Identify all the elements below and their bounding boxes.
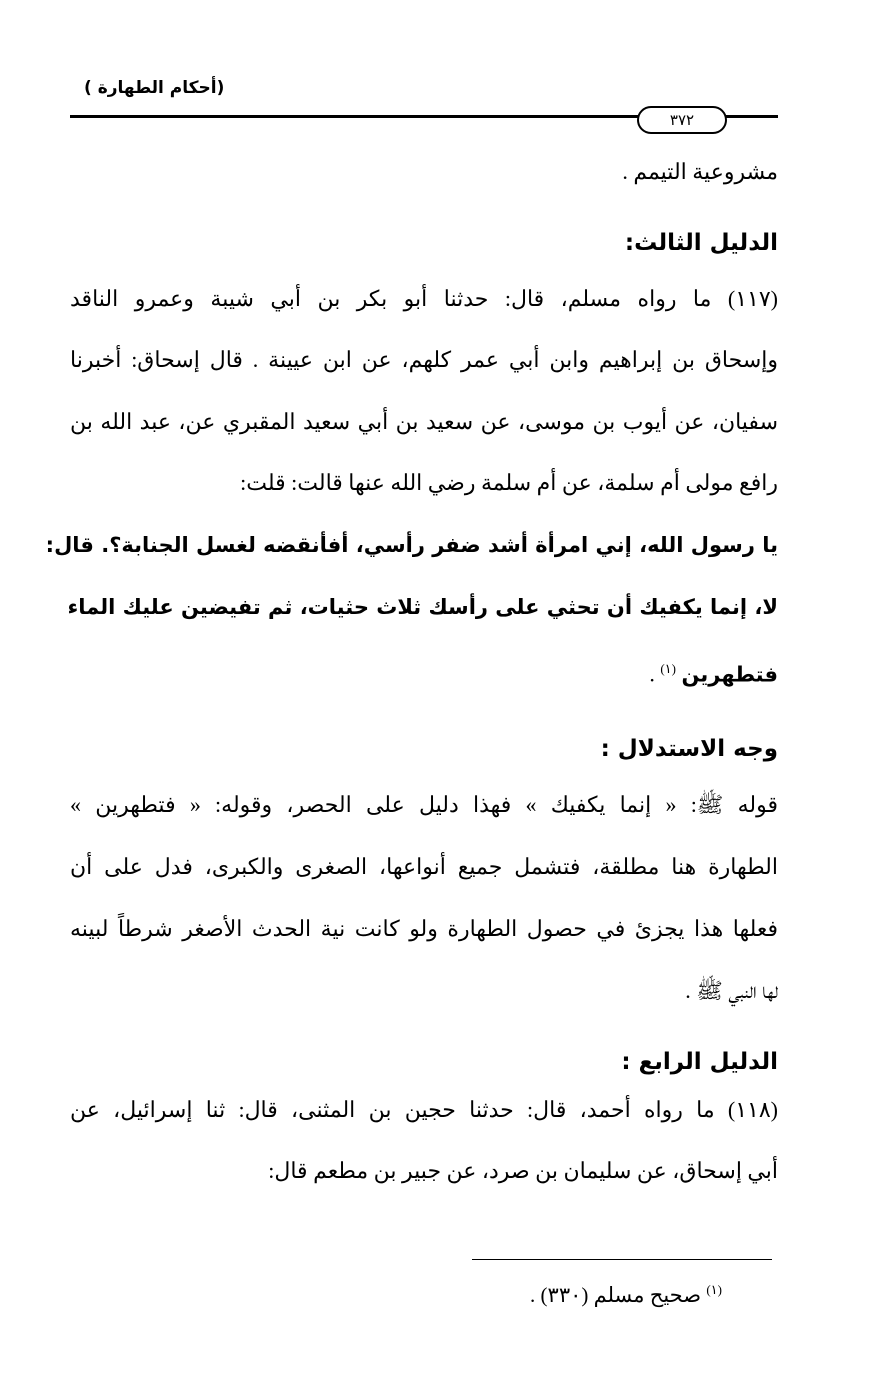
text-line: لها النبي ﷺ . bbox=[685, 978, 778, 1003]
hadith-line: لا، إنما يكفيك أن تحثي على رأسك ثلاث حثيات، ثم تفيضين عليك الماء bbox=[67, 595, 778, 619]
section-heading: وجه الاستدلال : bbox=[600, 736, 778, 762]
hadith-line-end bbox=[70, 652, 778, 691]
text-line: (١١٨) ما رواه أحمد، قال: حدثنا حجين بن المثنى، قال: ثنا إسرائيل، عن bbox=[70, 1097, 778, 1122]
hadith-word: فتطهرين bbox=[681, 662, 778, 687]
text-line: الطهارة هنا مطلقة، فتشمل جميع أنواعها، الصغرى والكبرى، فدل على أن bbox=[70, 854, 778, 879]
text-line: سفيان، عن أيوب بن موسى، عن سعيد بن أبي سعيد المقبري عن، عبد الله بن bbox=[70, 409, 778, 434]
text-line: فعلها هذا يجزئ في حصول الطهارة ولو كانت نية الحدث الأصغر شرطاً لبينه bbox=[70, 916, 778, 941]
text-line: قوله ﷺ: « إنما يكفيك » فهذا دليل على الحصر، وقوله: « فتطهرين » bbox=[70, 792, 778, 817]
section-heading: الدليل الرابع : bbox=[621, 1049, 778, 1075]
text-line: رافع مولى أم سلمة، عن أم سلمة رضي الله عنها قالت: قلت: bbox=[240, 470, 778, 495]
text-line: (١١٧) ما رواه مسلم، قال: حدثنا أبو بكر بن أبي شيبة وعمرو الناقد bbox=[70, 286, 778, 311]
text-line: مشروعية التيمم . bbox=[622, 159, 778, 184]
footnote-text: صحيح مسلم (٣٣٠) . bbox=[530, 1283, 707, 1307]
text-line: أبي إسحاق، عن سليمان بن صرد، عن جبير بن مطعم قال: bbox=[268, 1158, 778, 1183]
text-line: وإسحاق بن إبراهيم وابن أبي عمر كلهم، عن ابن عيينة . قال إسحاق: أخبرنا bbox=[70, 347, 778, 372]
period: . bbox=[649, 661, 661, 687]
hadith-line: يا رسول الله، إني امرأة أشد ضفر رأسي، أفأنقضه لغسل الجنابة؟. قال: bbox=[45, 533, 778, 557]
section-heading: الدليل الثالث: bbox=[624, 230, 778, 256]
footnote-ref: (١) bbox=[660, 661, 676, 676]
page-number: ٣٧٢ bbox=[637, 106, 727, 134]
footnote-rule bbox=[472, 1259, 772, 1260]
footnote-marker: (١) bbox=[706, 1282, 722, 1297]
footnote bbox=[472, 1282, 722, 1308]
running-header-title: (أحكام الطهارة ) bbox=[84, 78, 225, 98]
